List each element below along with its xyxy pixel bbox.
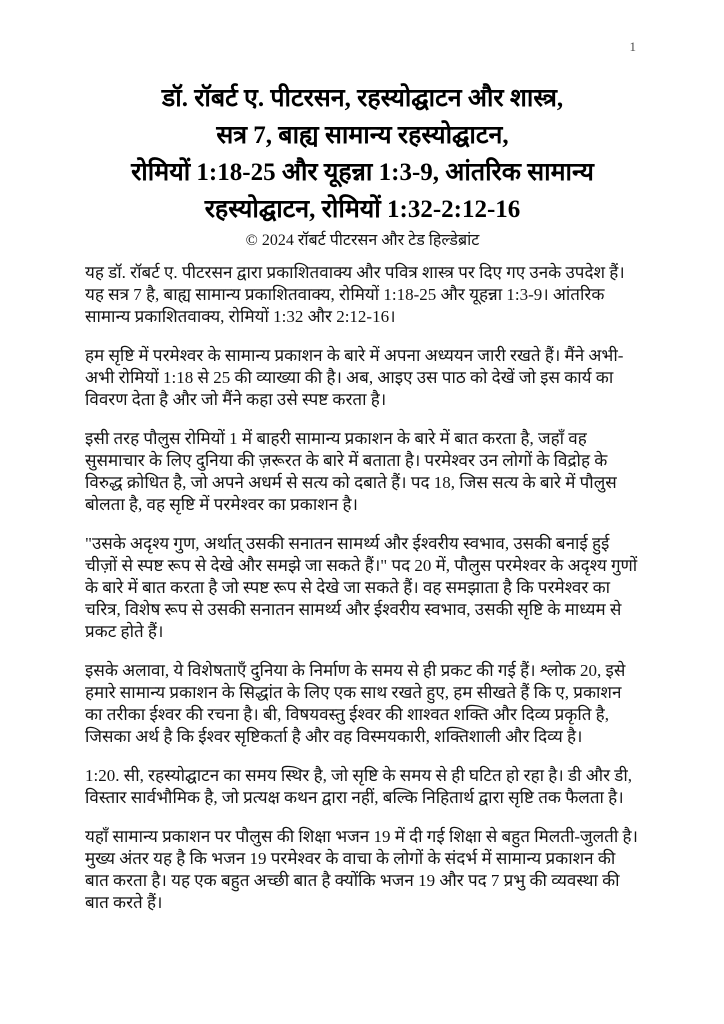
paragraph-revelation-time-scope: 1:20. सी, रहस्योद्घाटन का समय स्थिर है, जो सृष्टि के समय से ही घटित हो रहा है। डी और डी, विस्तार सार्वभौमिक है, जो प्रत्यक्ष कथन द्वारा नहीं, बल्कि निहितार्थ द्वारा सृष्टि तक फैलता है। [85,766,633,807]
title-line-2: सत्र 7, बाह्य सामान्य रहस्योद्घाटन, [216,122,509,149]
paragraph-study-continues: हम सृष्टि में परमेश्वर के सामान्य प्रकाशन के बारे में अपना अध्ययन जारी रखते हैं। मैंने अभी-अभी रोमियों 1:18 से 25 की व्याख्या की है। अब, आइए उस पाठ को देखें जो इस कार्य का विवरण देता है और जो मैंने कहा उसे स्पष्ट करता है। [85,346,624,409]
paragraph-intro: यह डॉ. रॉबर्ट ए. पीटरसन द्वारा प्रकाशितवाक्य और पवित्र शास्त्र पर दिए गए उनके उपदेश हैं। यह सत्र 7 है, बाह्य सामान्य प्रकाशितवाक्य, रोमियों 1:18-25 और यूहन्ना 1:3-9। आंतरिक सामान्य प्रकाशितवाक्य, रोमियों 1:32 और 2:12-16। [85,263,625,326]
page-number: 1 [629,39,636,54]
document-body [85,262,640,914]
title-line-1: डॉ. रॉबर्ट ए. पीटरसन, रहस्योद्घाटन और शास्त्र, [161,85,564,112]
title-line-4: रहस्योद्घाटन, रोमियों 1:32-2:12-16 [204,196,521,223]
paragraph-paul-romans1: इसी तरह पौलुस रोमियों 1 में बाहरी सामान्य प्रकाशन के बारे में बात करता है, जहाँ वह सुसमाचार के लिए दुनिया की ज़रूरत के बारे में बताता है। परमेश्वर उन लोगों के विद्रोह के विरुद्ध क्रोधित है, जो अपने अधर्म से सत्य को दबाते हैं। पद 18, जिस सत्य के बारे में पौलुस बोलता है, वह सृष्टि में परमेश्वर का प्रकाशन है। [85,429,617,514]
copyright-notice: © 2024 रॉबर्ट पीटरसन और टेड हिल्डेब्रांट [245,232,480,249]
paragraph-creation-attributes: इसके अलावा, ये विशेषताएँ दुनिया के निर्माण के समय से ही प्रकट की गई हैं। श्लोक 20, इसे हमारे सामान्य प्रकाशन के सिद्धांत के लिए एक साथ रखते हुए, हम सीखते हैं कि ए, प्रकाशन का तरीका ईश्वर की रचना है। बी, विषयवस्तु ईश्वर की शाश्वत शक्ति और दिव्य प्रकृति है, जिसका अर्थ है कि ईश्वर सृष्टिकर्ता है और वह विस्मयकारी, शक्तिशाली और दिव्य है। [85,661,626,746]
paragraph-psalm19-comparison: यहाँ सामान्य प्रकाशन पर पौलुस की शिक्षा भजन 19 में दी गई शिक्षा से बहुत मिलती-जुलती है। मुख्य अंतर यह है कि भजन 19 परमेश्वर के वाचा के लोगों के संदर्भ में सामान्य प्रकाशन की बात करता है। यह एक बहुत अच्छी बात है क्योंकि भजन 19 और पद 7 प्रभु की व्यवस्था की बात करते हैं। [85,827,638,912]
title-line-3: रोमियों 1:18-25 और यूहन्ना 1:3-9, आंतरिक सामान्य [131,159,594,186]
document-title [85,80,640,228]
paragraph-invisible-qualities-quote: "उसके अदृश्य गुण, अर्थात् उसकी सनातन सामर्थ्य और ईश्वरीय स्वभाव, उसकी बनाई हुई चीज़ों से स्पष्ट रूप से देखे और समझे जा सकते हैं।" पद 20 में, पौलुस परमेश्वर के अदृश्य गुणों के बारे में बात करता है जो स्पष्ट रूप से देखे जा सकते हैं। वह समझाता है कि परमेश्वर का चरित्र, विशेष रूप से उसकी सनातन सामर्थ्य और ईश्वरीय स्वभाव, उसकी सृष्टि के माध्यम से प्रकट होते हैं। [85,534,638,641]
